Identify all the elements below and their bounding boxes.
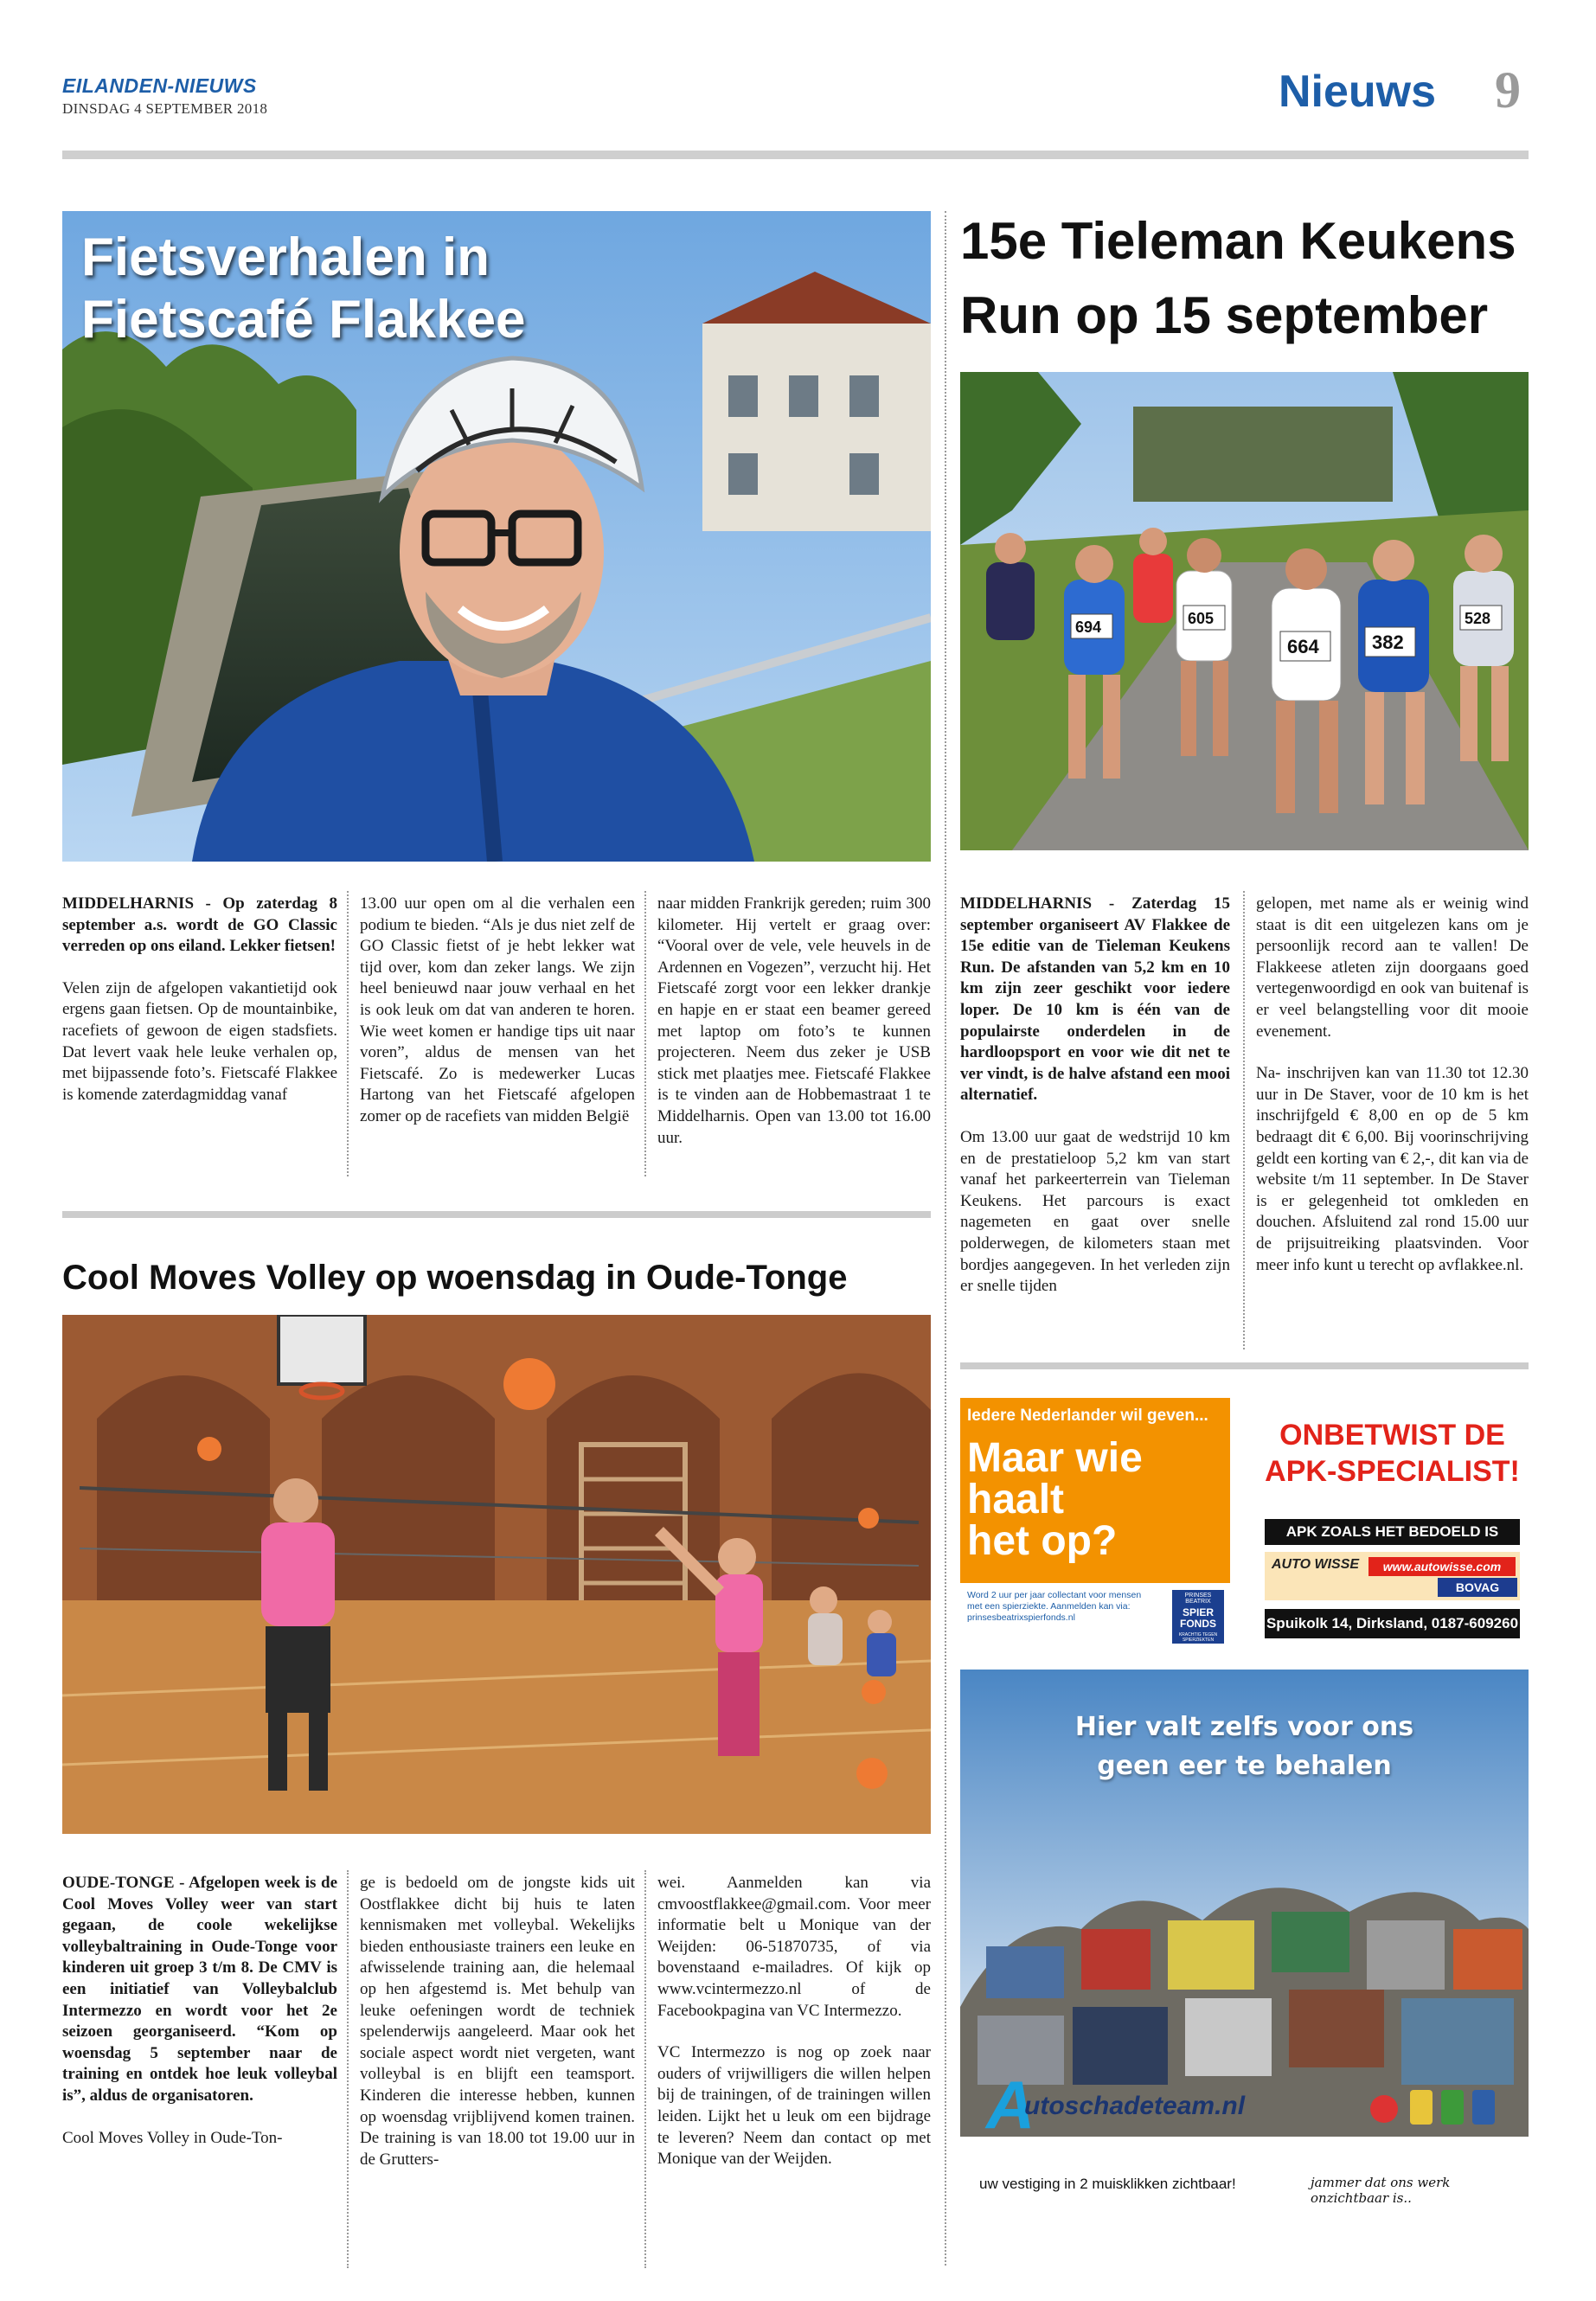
bib-number: 664 [1287,636,1319,657]
spierfonds-kicker: Iedere Nederlander wil geven... [967,1407,1208,1425]
column-divider [1243,891,1245,1349]
ads-rule [960,1362,1529,1369]
bib-number: 528 [1465,610,1491,627]
column-divider [644,891,646,1176]
apk-banner: APK ZOALS HET BEDOELD IS [1265,1519,1520,1545]
article3-col1: OUDE-TONGE - Afgelopen week is de Cool Moves Volley weer van start gegaan, de coole wekelijkse volleybaltraining in Oude-Tonge voor kinderen uit groep 3 t/m 8. De CMV is een initiatief van Volleybalclub Intermezzo en wordt voor het 2e seizoen georganiseerd. “Kom op woensdag 5 september naar de training en ontdek hoe leuk volleybal is”, aldus de organisatoren. Cool Moves Volley in Oude-Ton- [62,1874,337,2147]
spierfonds-logo: PRINSES BEATRIX SPIER FONDS KRACHTIG TEGEN SPIERZIEKTEN [1172,1590,1224,1644]
spierfonds-ad[interactable] [960,1398,1230,1649]
recycled-cans-icon [1367,2083,1514,2126]
article1-col3: naar midden Frankrijk gereden; ruim 300 kilometer. Hij vertelt er graag over: “Vooral over de vele, vele heuvels in de Ardennen en Vogezen”, verzucht hij. Het Fietscafé zorgt voor een lekker drankje en hapje en er staat een beamer gereed met laptop om foto’s te kunnen projecteren. Neem dus zeker je USB stick met plaatjes mee. Fietscafé Flakkee is te vinden aan de Hobbemastraat 1 te Middelharnis. Open van 13.00 tot 16.00 uur. [657,894,931,1147]
bib-number: 605 [1188,610,1215,627]
autoschadeteam-ad[interactable] [960,1670,1529,2206]
page-column-divider [945,211,946,2266]
article3-headline: Cool Moves Volley op woensdag in Oude-Tonge [62,1259,848,1297]
apk-headline: ONBETWIST DE APK-SPECIALIST! [1265,1419,1520,1488]
column-divider [347,891,349,1176]
bib-number: 694 [1075,619,1102,636]
article3-col3: wei. Aanmelden kan via cmvoostflakkee@gmail.com. Voor meer informatie belt u Monique van der Weijden: 06-51870735, of via bovenstaand e-mailadres. Of kijk op www.vcintermezzo.nl of de Facebookpagina van VC Intermezzo. VC Intermezzo is nog op zoek naar ouders of vrijwilligers die willen helpen bij de trainingen, of de trainingen willen leiden. Lijkt het u leuk om een bijdrage te leveren? Neem dan contact op met Monique van der Weijden. [657,1874,931,2169]
bovag-badge: BOVAG [1438,1578,1517,1597]
apk-brand: AUTO WISSE [1272,1557,1360,1572]
autoschade-footer-right: jammer dat ons werk onzichtbaar is.. [1311,2175,1451,2206]
article1-col1: MIDDELHARNIS - Op zaterdag 8 september a.s. wordt de GO Classic verreden op ons eiland. Lekker fietsen! Velen zijn de afgelopen vakantietijd ook ergens gaan fietsen. Op de mountainbike, racefiets of gewoon de eigen stadsfiets. Dat levert vaak hele leuke verhalen op, met bijpassende foto’s. Fietscafé Flakkee is komende zaterdagmiddag vanaf [62,894,337,1104]
header-rule [62,151,1529,159]
article1-headline: Fietsverhalen in Fietscafé Flakkee [81,228,526,349]
article3-col2: ge is bedoeld om de jongste kids uit Oostflakkee dicht bij huis te laten kennismaken met volleybal. Wekelijks bieden enthousiaste trainers een leuke en afwisselende training aan, die helemaal op hen afgestemd is. Met behulp van leuke oefeningen wordt de techniek spelenderwijs aangeleerd. Maar ook het sociale aspect wordt niet vergeten, want volleybal is en blijft een teamsport. Kinderen die interesse hebben, kunnen op woensdag vrijblijvend komen trainen. De training is van 18.00 tot 19.00 uur in de Grutters- [360,1874,635,2169]
apk-address: Spuikolk 14, Dirksland, 0187-609260 [1265,1609,1520,1638]
section-rule [62,1211,931,1218]
column-divider [644,1870,646,2268]
column-divider [347,1870,349,2268]
autoschadeteam-logo: A utoschadeteam.nl [986,2067,1246,2143]
auto-wisse-ad[interactable] [1256,1398,1529,1649]
article2-col2: gelopen, met name als er weinig wind staat is dit een uitgelezen kans om je persoonlijk record aan te vallen! De Flakkeese atleten zijn doorgaans goed vertegenwoordigd en ook van buitenaf is er veel belangstelling voor dit mooie evenement. Na- inschrijven kan van 11.30 tot 12.30 uur in De Staver, voor de 10 km is het inschrijfgeld € 8,00 en op de 5 km bedraagt dit € 6,00. Bij voorinschrijving geldt een korting van € 2,-, dit kan via de website t/m 11 september. In De Staver is er gelegenheid tot omkleden en douchen. Afsluitend zal rond 15.00 uur de prijsuitreiking plaatsvinden. Voor meer info kunt u terecht op avflakkee.nl. [1256,894,1529,1274]
spierfonds-headline: Maar wie haalt het op? [967,1435,1143,1564]
newspaper-logo: EILANDEN-NIEUWS [62,74,257,97]
page-number: 9 [1495,61,1521,119]
section-label: Nieuws [1279,67,1437,117]
spierfonds-body: Word 2 uur per jaar collectant voor mensen met een spierziekte. Aanmelden kan via: prinsesbeatrixspierfonds.nl [967,1590,1142,1623]
article2-col1: MIDDELHARNIS - Zaterdag 15 september organiseert AV Flakkee de 15e editie van de Tieleman Keukens Run. De afstanden van 5,2 km en 10 km zijn zeer geschikt voor iedere loper. De 10 km is één van de populairste onderdelen in de hardloopsport en voor wie dit net te ver vindt, is de halve afstand een mooi alternatief. Om 13.00 uur gaat de wedstrijd 10 km en de prestatieloop 5,2 km van start vanaf het parkeerterrein van Tieleman Keukens. Het parcours is exact nagemeten en gaat over snelle polderwegen, de kilometers staan met bordjes aangegeven. In het verleden zijn er snelle tijden [960,894,1230,1296]
autoschade-footer-left: uw vestiging in 2 muisklikken zichtbaar! [979,2176,1236,2192]
apk-brand-strip [1265,1552,1520,1600]
apk-website[interactable]: www.autowisse.com [1368,1557,1516,1576]
bib-number: 382 [1372,631,1404,653]
volleyball-training-photo [62,1315,931,1834]
runners-photo [960,372,1529,850]
article2-headline: 15e Tieleman Keukens Run op 15 september [960,212,1516,344]
autoschade-tagline: Hier valt zelfs voor ons geen eer te behalen [1074,1712,1414,1781]
issue-date: DINSDAG 4 SEPTEMBER 2018 [62,100,268,117]
article1-col2: 13.00 uur open om al die verhalen een podium te bieden. “Als je dus niet zelf de GO Classic fietst of je hebt lekker wat tijd over, kom dan zeker langs. We zijn heel benieuwd naar jouw verhaal en het is ook leuk om dat van anderen te horen. Wie weet komen er handige tips uit naar voren”, aldus de mensen van het Fietscafé. Zo is medewerker Lucas Hartong van het Fietscafé afgelopen zomer op de racefiets van midden België [360,894,635,1125]
